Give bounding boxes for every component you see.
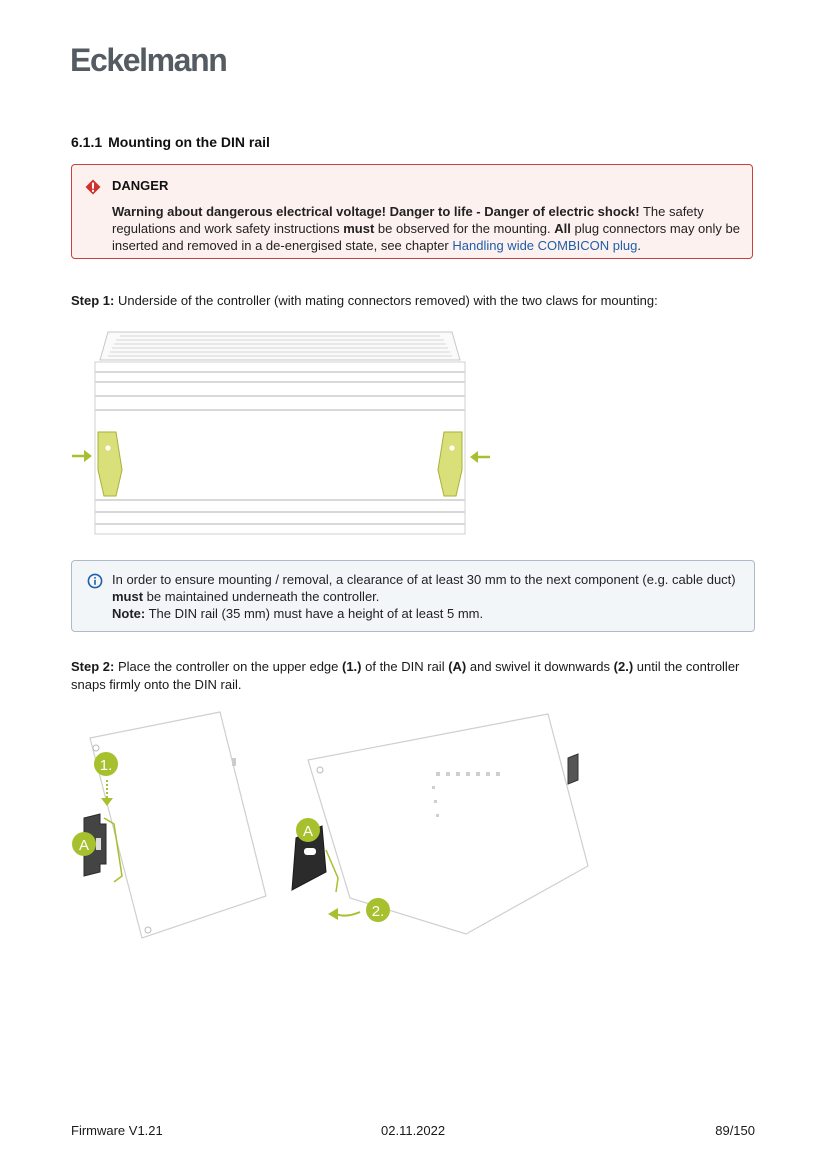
step-2-two: (2.) <box>613 659 634 674</box>
info-notice <box>71 560 755 632</box>
info-icon <box>87 573 103 589</box>
right-arrow-icon <box>470 451 490 463</box>
step-1-text <box>71 292 761 310</box>
danger-all: All <box>554 221 571 236</box>
danger-lead: Warning about dangerous electrical voltage! Danger to life - Danger of electric shock! <box>112 204 640 219</box>
step-2-text-4: until the controller snaps firmly onto the DIN rail. <box>71 659 740 692</box>
danger-text-1: The safety regulations and work safety instructions <box>112 204 704 236</box>
step-2-text-3: and swivel it downwards <box>466 659 614 674</box>
danger-text-2: be observed for the mounting. <box>374 221 555 236</box>
marker-2-label: 2. <box>371 903 385 920</box>
step-marker-1 <box>94 752 118 776</box>
controller-tilted-left <box>90 712 266 938</box>
footer-version: Firmware V1.21 <box>71 1123 163 1138</box>
combicon-plug-link[interactable]: Handling wide COMBICON plug <box>452 238 638 253</box>
step-marker-2 <box>366 898 390 922</box>
controller-tilted-right <box>308 714 588 934</box>
controller-underside-figure <box>60 320 500 545</box>
housing-clip <box>568 754 578 784</box>
step-2-text-1: Place the controller on the upper edge <box>114 659 342 674</box>
warning-diamond-icon <box>85 179 101 195</box>
note-label: Note: <box>112 606 146 621</box>
section-heading <box>71 134 270 150</box>
step-2-text-2: of the DIN rail <box>361 659 449 674</box>
footer-page-number: 89/150 <box>715 1123 755 1138</box>
danger-must: must <box>343 221 375 236</box>
section-number: 6.1.1 <box>71 134 103 150</box>
controller-vent-block <box>100 332 460 360</box>
info-text-2: be maintained underneath the controller. <box>143 589 380 604</box>
swivel-arrow-icon <box>328 908 360 920</box>
danger-title: DANGER <box>112 178 169 193</box>
info-text-1: In order to ensure mounting / removal, a clearance of at least 30 mm to the next component (e.g. cable duct) <box>112 572 736 587</box>
step-2-label: Step 2: <box>71 659 115 674</box>
din-rail-mounting-figure <box>60 700 600 950</box>
danger-notice <box>71 164 753 259</box>
danger-text <box>112 203 744 254</box>
marker-1-label: 1. <box>99 757 113 774</box>
step-1-description: Underside of the controller (with mating connectors removed) with the two claws for mounting: <box>114 293 658 308</box>
step-1-label: Step 1: <box>71 293 115 308</box>
step-2-text <box>71 658 761 694</box>
info-text <box>112 571 748 622</box>
marker-a-right <box>296 818 320 842</box>
step-2-one: (1.) <box>342 659 362 674</box>
step-2-a: (A) <box>448 659 467 674</box>
eckelmann-logo: Eckelmann <box>70 42 227 78</box>
marker-a-left-label: A <box>78 837 90 854</box>
note-text: The DIN rail (35 mm) must have a height of at least 5 mm. <box>145 606 484 621</box>
info-must: must <box>112 589 144 604</box>
footer-date: 02.11.2022 <box>381 1123 446 1138</box>
marker-a-right-label: A <box>302 823 314 840</box>
danger-text-4: . <box>637 238 641 253</box>
marker-a-left <box>72 832 96 856</box>
controller-housing <box>95 362 465 534</box>
section-title: Mounting on the DIN rail <box>108 134 270 150</box>
danger-text-3: plug connectors may only be inserted and removed in a de-energised state, see chapter <box>112 221 740 253</box>
left-arrow-icon <box>72 450 92 462</box>
